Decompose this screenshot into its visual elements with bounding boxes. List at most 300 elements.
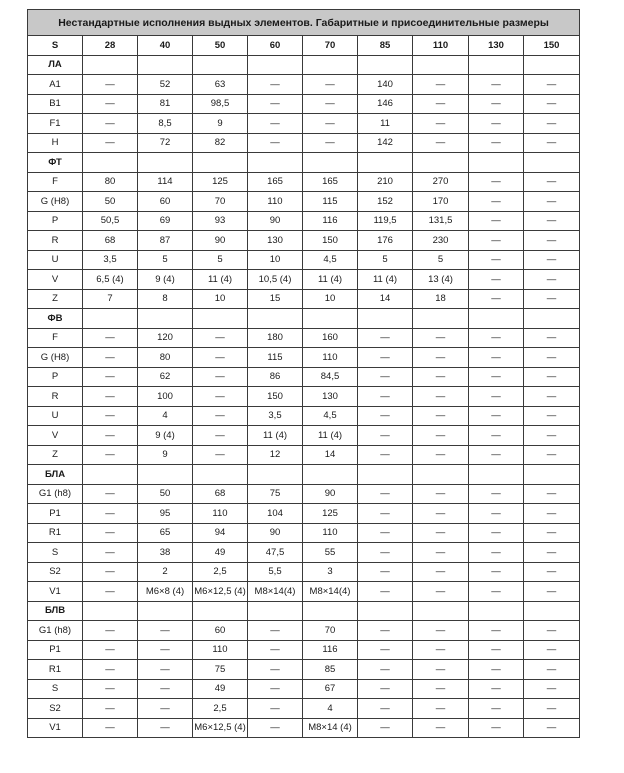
table-cell: 7 [83, 289, 138, 309]
table-cell: — [248, 114, 303, 134]
empty-cell [138, 601, 193, 621]
table-cell: — [524, 192, 580, 212]
table-row [28, 289, 580, 309]
table-cell: 8 [138, 289, 193, 309]
table-cell: — [303, 75, 358, 95]
table-cell: — [83, 484, 138, 504]
table-cell: 6,5 (4) [83, 270, 138, 290]
table-cell: — [524, 348, 580, 368]
table-cell: — [83, 679, 138, 699]
table-cell: — [524, 640, 580, 660]
table-row [28, 231, 580, 251]
table-cell: — [248, 94, 303, 114]
empty-cell [413, 153, 469, 173]
table-row [28, 406, 580, 426]
table-cell: 14 [358, 289, 413, 309]
table-cell: — [469, 172, 524, 192]
table-cell: 47,5 [248, 543, 303, 563]
table-row [28, 426, 580, 446]
table-cell: — [358, 621, 413, 641]
table-cell: — [83, 621, 138, 641]
table-row [28, 172, 580, 192]
table-cell: — [193, 426, 248, 446]
row-label: V [28, 270, 83, 290]
table-cell: 4,5 [303, 406, 358, 426]
header-col: 70 [303, 36, 358, 56]
table-cell: 5 [193, 250, 248, 270]
table-cell: — [469, 367, 524, 387]
empty-cell [413, 601, 469, 621]
row-label: S [28, 679, 83, 699]
table-cell: — [469, 718, 524, 738]
table-cell: 80 [83, 172, 138, 192]
table-cell: — [469, 699, 524, 719]
table-cell: — [413, 406, 469, 426]
table-cell: — [469, 484, 524, 504]
table-cell: — [358, 445, 413, 465]
table-cell: 176 [358, 231, 413, 251]
table-cell: 11 (4) [358, 270, 413, 290]
table-cell: — [138, 718, 193, 738]
empty-cell [524, 465, 580, 485]
table-cell: — [524, 660, 580, 680]
empty-cell [138, 309, 193, 329]
table-cell: — [83, 426, 138, 446]
table-cell: 85 [303, 660, 358, 680]
table-cell: 49 [193, 543, 248, 563]
table-cell: 52 [138, 75, 193, 95]
empty-cell [138, 55, 193, 75]
table-cell: — [358, 504, 413, 524]
table-cell: — [248, 75, 303, 95]
table-cell: — [524, 172, 580, 192]
table-cell: — [524, 504, 580, 524]
table-cell: — [524, 94, 580, 114]
table-cell: — [524, 328, 580, 348]
table-cell: 152 [358, 192, 413, 212]
table-cell: — [413, 484, 469, 504]
table-cell: 55 [303, 543, 358, 563]
table-cell: 100 [138, 387, 193, 407]
table-cell: 120 [138, 328, 193, 348]
table-cell: 50 [138, 484, 193, 504]
table-cell: — [248, 133, 303, 153]
table-cell: 12 [248, 445, 303, 465]
table-cell: — [193, 445, 248, 465]
table-cell: — [469, 328, 524, 348]
row-label: R1 [28, 660, 83, 680]
table-cell: 11 (4) [193, 270, 248, 290]
row-label: F1 [28, 114, 83, 134]
table-cell: — [469, 582, 524, 602]
table-cell: — [469, 660, 524, 680]
table-cell: — [303, 114, 358, 134]
table-cell: — [469, 543, 524, 563]
table-cell: M8×14(4) [303, 582, 358, 602]
table-row [28, 543, 580, 563]
row-label: V1 [28, 582, 83, 602]
header-col: 110 [413, 36, 469, 56]
empty-cell [524, 601, 580, 621]
table-cell: 60 [193, 621, 248, 641]
table-row [28, 75, 580, 95]
table-cell: 63 [193, 75, 248, 95]
header-col: 60 [248, 36, 303, 56]
table-cell: M6×12,5 (4) [193, 718, 248, 738]
table-cell: 115 [248, 348, 303, 368]
table-cell: — [413, 699, 469, 719]
section-label: БЛВ [28, 601, 83, 621]
empty-cell [358, 153, 413, 173]
table-cell: — [358, 367, 413, 387]
table-cell: — [413, 114, 469, 134]
table-row [28, 192, 580, 212]
table-cell: — [138, 699, 193, 719]
table-cell: — [413, 94, 469, 114]
table-row [28, 94, 580, 114]
table-cell: — [83, 406, 138, 426]
table-cell: — [524, 387, 580, 407]
table-cell: — [524, 211, 580, 231]
empty-cell [413, 55, 469, 75]
empty-cell [469, 153, 524, 173]
table-row [28, 504, 580, 524]
row-label: P [28, 367, 83, 387]
table-cell: 98,5 [193, 94, 248, 114]
table-cell: — [193, 406, 248, 426]
empty-cell [303, 153, 358, 173]
empty-cell [303, 601, 358, 621]
table-cell: 14 [303, 445, 358, 465]
table-row [28, 133, 580, 153]
table-cell: — [358, 328, 413, 348]
empty-cell [83, 601, 138, 621]
empty-cell [248, 465, 303, 485]
table-cell: 49 [193, 679, 248, 699]
table-cell: — [469, 289, 524, 309]
table-cell: 86 [248, 367, 303, 387]
row-label: S2 [28, 699, 83, 719]
table-cell: — [524, 582, 580, 602]
table-cell: — [83, 75, 138, 95]
table-cell: 150 [248, 387, 303, 407]
table-cell: 11 [358, 114, 413, 134]
table-cell: M6×8 (4) [138, 582, 193, 602]
table-cell: — [524, 679, 580, 699]
table-cell: 75 [248, 484, 303, 504]
empty-cell [83, 465, 138, 485]
row-label: Z [28, 445, 83, 465]
table-cell: — [248, 640, 303, 660]
table-cell: — [193, 328, 248, 348]
empty-cell [524, 309, 580, 329]
table-cell: 110 [303, 523, 358, 543]
row-label: S [28, 543, 83, 563]
empty-cell [83, 309, 138, 329]
section-label: ФВ [28, 309, 83, 329]
table-cell: — [358, 660, 413, 680]
table-row [28, 328, 580, 348]
row-label: R [28, 387, 83, 407]
table-cell: 10,5 (4) [248, 270, 303, 290]
table-row [28, 348, 580, 368]
table-cell: 90 [248, 523, 303, 543]
table-cell: — [83, 387, 138, 407]
table-cell: 160 [303, 328, 358, 348]
table-cell: — [524, 367, 580, 387]
table-cell: — [413, 504, 469, 524]
empty-cell [413, 465, 469, 485]
table-cell: — [138, 640, 193, 660]
table-cell: — [524, 621, 580, 641]
table-cell: 8,5 [138, 114, 193, 134]
empty-cell [83, 153, 138, 173]
section-row [28, 153, 580, 173]
table-cell: 146 [358, 94, 413, 114]
row-label: U [28, 406, 83, 426]
table-cell: — [248, 679, 303, 699]
table-cell: — [358, 387, 413, 407]
table-cell: 142 [358, 133, 413, 153]
empty-cell [193, 601, 248, 621]
table-cell: — [303, 94, 358, 114]
table-cell: — [469, 348, 524, 368]
header-label: S [28, 36, 83, 56]
table-cell: — [83, 718, 138, 738]
table-cell: — [248, 621, 303, 641]
header-col: 150 [524, 36, 580, 56]
table-cell: 230 [413, 231, 469, 251]
table-row [28, 660, 580, 680]
table-cell: — [358, 543, 413, 563]
table-cell: 110 [193, 640, 248, 660]
empty-cell [303, 309, 358, 329]
table-cell: 90 [303, 484, 358, 504]
table-cell: 11 (4) [303, 270, 358, 290]
table-cell: — [413, 445, 469, 465]
row-label: P1 [28, 504, 83, 524]
table-cell: — [248, 660, 303, 680]
table-cell: 115 [303, 192, 358, 212]
empty-cell [524, 55, 580, 75]
table-cell: — [469, 250, 524, 270]
table-cell: 4 [303, 699, 358, 719]
table-cell: 82 [193, 133, 248, 153]
row-label: F [28, 328, 83, 348]
table-cell: 170 [413, 192, 469, 212]
table-row [28, 211, 580, 231]
empty-cell [469, 601, 524, 621]
table-cell: — [358, 718, 413, 738]
table-cell: — [248, 699, 303, 719]
table-cell: 150 [303, 231, 358, 251]
empty-cell [193, 309, 248, 329]
table-cell: 3,5 [83, 250, 138, 270]
table-cell: 9 (4) [138, 426, 193, 446]
section-label: ФТ [28, 153, 83, 173]
header-col: 85 [358, 36, 413, 56]
table-cell: — [358, 582, 413, 602]
table-cell: 110 [248, 192, 303, 212]
table-cell: — [469, 231, 524, 251]
table-cell: 131,5 [413, 211, 469, 231]
table-cell: 5 [138, 250, 193, 270]
table-cell: — [83, 640, 138, 660]
table-cell: 50,5 [83, 211, 138, 231]
table-cell: — [83, 660, 138, 680]
row-label: B1 [28, 94, 83, 114]
table-cell: 93 [193, 211, 248, 231]
table-cell: 9 [138, 445, 193, 465]
table-cell: 50 [83, 192, 138, 212]
table-cell: 5 [413, 250, 469, 270]
table-row [28, 718, 580, 738]
table-cell: 104 [248, 504, 303, 524]
table-cell: 90 [248, 211, 303, 231]
row-label: P1 [28, 640, 83, 660]
section-label: ЛА [28, 55, 83, 75]
table-cell: — [413, 718, 469, 738]
row-label: A1 [28, 75, 83, 95]
table-cell: — [469, 621, 524, 641]
table-cell: — [469, 679, 524, 699]
table-row [28, 640, 580, 660]
table-cell: — [413, 387, 469, 407]
table-cell: — [83, 114, 138, 134]
table-cell: — [358, 523, 413, 543]
table-cell: 95 [138, 504, 193, 524]
table-cell: 68 [83, 231, 138, 251]
table-cell: 110 [303, 348, 358, 368]
table-row [28, 270, 580, 290]
table-cell: — [524, 523, 580, 543]
table-cell: 80 [138, 348, 193, 368]
table-cell: — [83, 582, 138, 602]
table-cell: M8×14(4) [248, 582, 303, 602]
table-cell: 180 [248, 328, 303, 348]
table-cell: 116 [303, 640, 358, 660]
table-cell: 270 [413, 172, 469, 192]
row-label: R1 [28, 523, 83, 543]
table-cell: — [469, 114, 524, 134]
table-cell: 69 [138, 211, 193, 231]
table-row [28, 562, 580, 582]
empty-cell [469, 465, 524, 485]
table-cell: 5 [358, 250, 413, 270]
table-cell: — [413, 328, 469, 348]
table-cell: 70 [193, 192, 248, 212]
title-row [28, 10, 580, 36]
table-cell: 3,5 [248, 406, 303, 426]
table-cell: 125 [303, 504, 358, 524]
table-cell: — [524, 484, 580, 504]
table-cell: — [469, 426, 524, 446]
dimensions-table [27, 9, 580, 738]
table-cell: 81 [138, 94, 193, 114]
table-cell: — [469, 94, 524, 114]
table-cell: 90 [193, 231, 248, 251]
table-cell: 62 [138, 367, 193, 387]
table-row [28, 250, 580, 270]
empty-cell [303, 55, 358, 75]
table-body [28, 10, 580, 738]
empty-cell [138, 153, 193, 173]
row-label: G (H8) [28, 192, 83, 212]
table-cell: 125 [193, 172, 248, 192]
empty-cell [303, 465, 358, 485]
table-cell: — [83, 543, 138, 563]
table-cell: 165 [248, 172, 303, 192]
table-cell: — [193, 367, 248, 387]
table-cell: 114 [138, 172, 193, 192]
header-row [28, 36, 580, 56]
table-cell: — [524, 250, 580, 270]
table-cell: M8×14 (4) [303, 718, 358, 738]
table-cell: 87 [138, 231, 193, 251]
section-row [28, 465, 580, 485]
table-cell: 10 [248, 250, 303, 270]
table-cell: 70 [303, 621, 358, 641]
empty-cell [469, 309, 524, 329]
table-cell: — [413, 562, 469, 582]
row-label: U [28, 250, 83, 270]
table-cell: — [524, 562, 580, 582]
empty-cell [193, 465, 248, 485]
row-label: G1 (h8) [28, 621, 83, 641]
row-label: P [28, 211, 83, 231]
empty-cell [524, 153, 580, 173]
row-label: V1 [28, 718, 83, 738]
table-cell: — [358, 679, 413, 699]
table-cell: — [413, 543, 469, 563]
table-cell: — [524, 718, 580, 738]
table-cell: — [358, 406, 413, 426]
empty-cell [413, 309, 469, 329]
table-cell: — [469, 192, 524, 212]
table-cell: 210 [358, 172, 413, 192]
table-cell: — [83, 348, 138, 368]
table-row [28, 523, 580, 543]
empty-cell [83, 55, 138, 75]
table-cell: 119,5 [358, 211, 413, 231]
table-cell: 67 [303, 679, 358, 699]
table-cell: 10 [303, 289, 358, 309]
table-cell: 75 [193, 660, 248, 680]
table-cell: — [413, 523, 469, 543]
table-cell: 2 [138, 562, 193, 582]
table-cell: — [358, 562, 413, 582]
table-cell: — [413, 640, 469, 660]
table-cell: — [193, 387, 248, 407]
row-label: H [28, 133, 83, 153]
row-label: F [28, 172, 83, 192]
section-row [28, 55, 580, 75]
empty-cell [358, 309, 413, 329]
table-cell: — [358, 484, 413, 504]
table-cell: 4,5 [303, 250, 358, 270]
table-cell: — [83, 133, 138, 153]
table-cell: — [524, 445, 580, 465]
table-cell: 9 [193, 114, 248, 134]
empty-cell [248, 153, 303, 173]
table-cell: — [469, 133, 524, 153]
table-cell: — [469, 523, 524, 543]
table-cell: — [83, 699, 138, 719]
section-row [28, 601, 580, 621]
table-cell: — [83, 562, 138, 582]
empty-cell [248, 309, 303, 329]
header-col: 28 [83, 36, 138, 56]
